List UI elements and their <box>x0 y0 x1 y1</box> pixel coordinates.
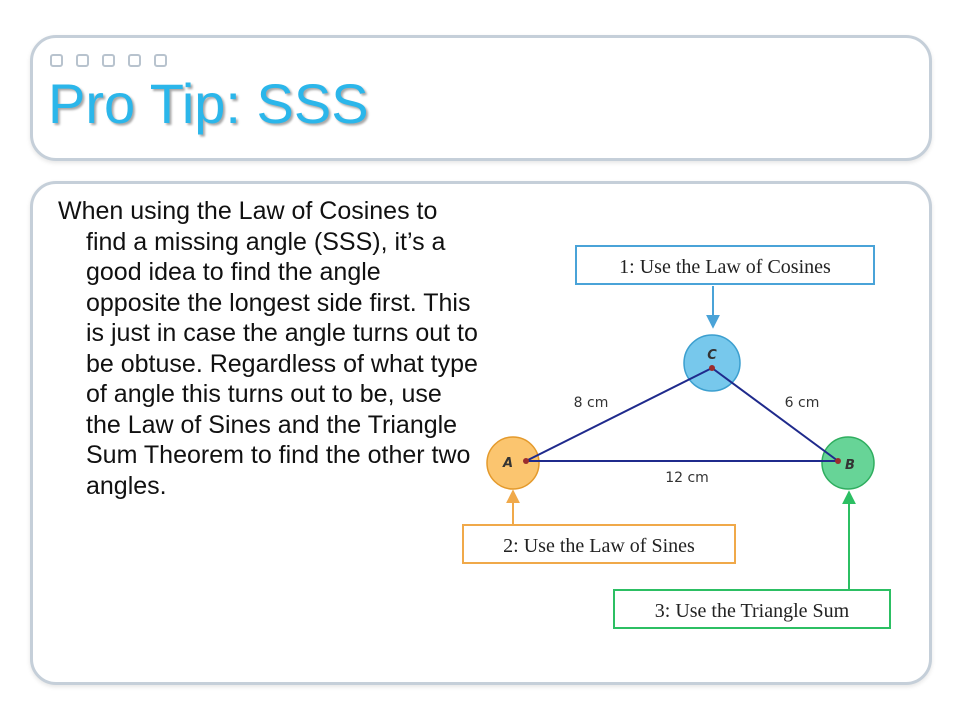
vertex-b-dot <box>835 458 841 464</box>
vertex-c-label: C <box>707 348 717 363</box>
callout-1-text: 1: Use the Law of Cosines <box>619 256 831 278</box>
vertex-a-label: A <box>502 456 514 471</box>
callout-2-text: 2: Use the Law of Sines <box>503 535 695 557</box>
decorative-square <box>128 54 141 67</box>
decorative-square <box>50 54 63 67</box>
vertex-a-dot <box>523 458 529 464</box>
side-ab-label: 12 cm <box>665 470 709 486</box>
vertex-b-label: B <box>845 458 855 473</box>
triangle-diagram <box>440 230 900 640</box>
vertex-c-dot <box>709 365 715 371</box>
decorative-square <box>76 54 89 67</box>
side-ac-line <box>526 368 712 461</box>
side-bc-label: 6 cm <box>784 395 820 411</box>
side-ac-label: 8 cm <box>573 395 609 411</box>
decorative-square <box>154 54 167 67</box>
slide-title: Pro Tip: SSS <box>48 72 369 135</box>
body-text: When using the Law of Cosines to find a missing angle (SSS), it’s a good idea to find the angle opposite the longest side first. This is just in case the angle turns out to be obtuse. Regardless of what type of angle this turns out to be, use the Law of Sines and the Triangle Sum Theorem to find the other two angles. <box>58 197 478 500</box>
callout-3-text: 3: Use the Triangle Sum <box>654 600 850 622</box>
decorative-squares <box>50 54 167 67</box>
decorative-square <box>102 54 115 67</box>
side-bc-line <box>712 368 838 461</box>
